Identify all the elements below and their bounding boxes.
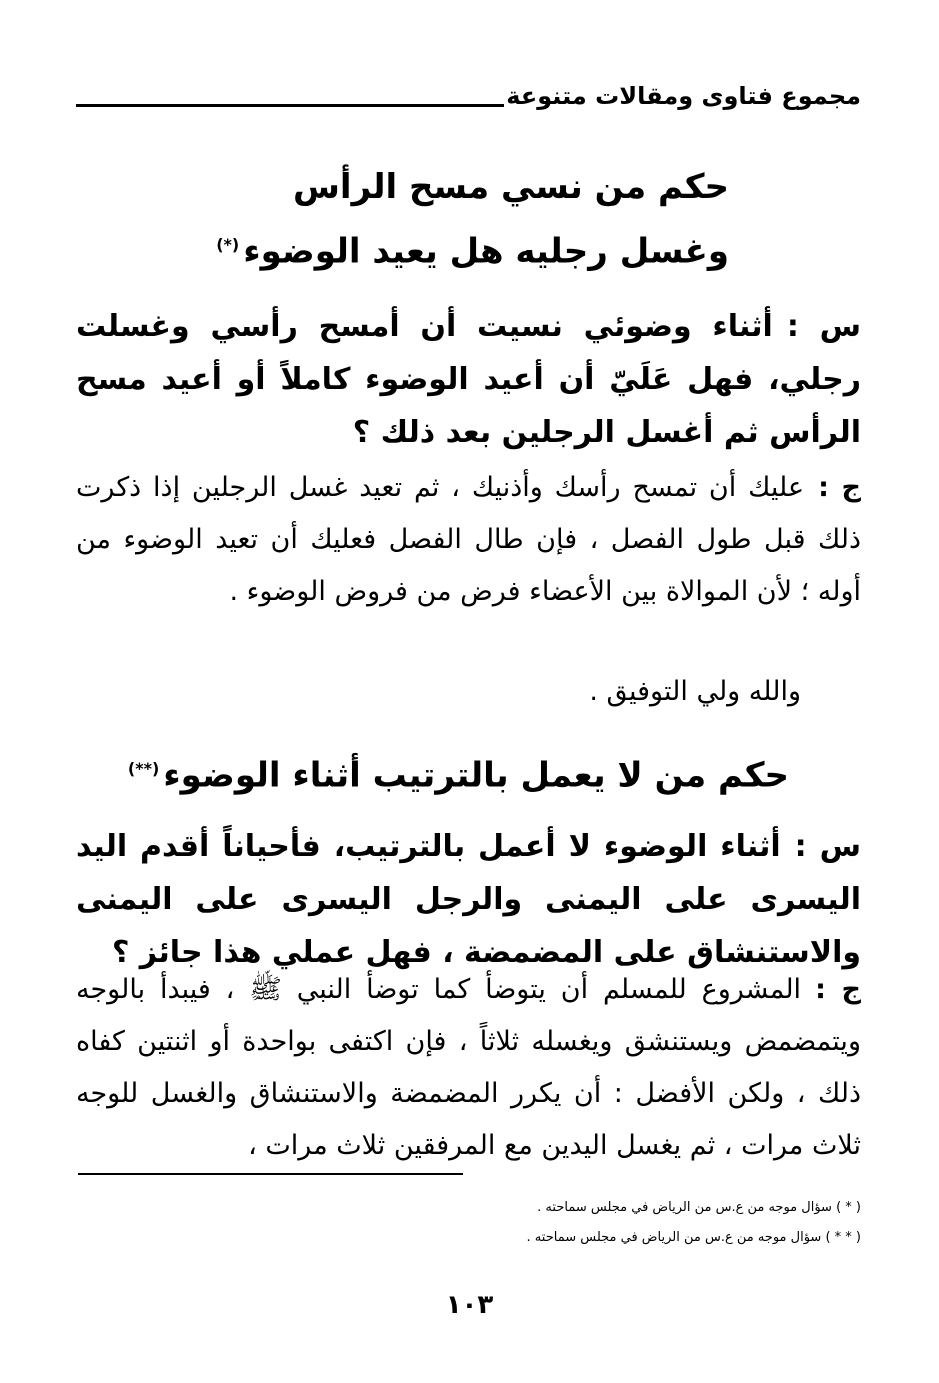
question-text: أثناء الوضوء لا أعمل بالترتيب، فأحياناً أقدم اليد اليسرى على اليمنى والرجل اليسرى على اليمنى والاستنشاق على المضمضة ، فهل عملي هذا جائز ؟	[76, 829, 861, 970]
footnote-2: ( * * ) سؤال موجه من ع.س من الرياض في مجلس سماحته .	[526, 1230, 861, 1245]
section2-question	[76, 820, 861, 979]
closing-line: والله ولي التوفيق .	[589, 676, 801, 707]
answer-label: ج :	[818, 472, 862, 503]
footnote-1: ( * ) سؤال موجه من ع.س من الرياض في مجلس سماحته .	[537, 1200, 861, 1215]
header-rule	[76, 104, 504, 107]
question-label: س :	[786, 309, 861, 344]
footnotes	[361, 1193, 861, 1253]
section1-answer	[76, 462, 861, 618]
section1-title-line2	[209, 216, 729, 280]
question-label: س :	[794, 829, 861, 864]
section2-title	[127, 740, 789, 804]
footnote-marker-2: (**)	[127, 759, 160, 778]
answer-label: ج :	[815, 974, 861, 1005]
footnote-rule	[78, 1173, 463, 1175]
section2-title-line	[127, 740, 789, 804]
running-title: مجموع فتاوى ومقالات متنوعة	[506, 82, 861, 110]
section1-title-line2-text: وغسل رجليه هل يعيد الوضوء	[243, 231, 729, 272]
section2-title-text: حكم من لا يعمل بالترتيب أثناء الوضوء	[163, 755, 789, 796]
section2-answer	[76, 964, 861, 1172]
question-text: أثناء وضوئي نسيت أن أمسح رأسي وغسلت رجلي، فهل عَلَيّ أن أعيد الوضوء كاملاً أو أعيد مسح الرأس ثم أغسل الرجلين بعد ذلك ؟	[76, 309, 861, 450]
section1-question	[76, 300, 861, 459]
section1-title	[209, 158, 729, 280]
footnote-marker-1: (*)	[216, 235, 240, 254]
running-header	[76, 82, 861, 122]
section1-title-line1: حكم من نسي مسح الرأس	[293, 167, 729, 207]
answer-text: المشروع للمسلم أن يتوضأ كما توضأ النبي ﷺ ، فيبدأ بالوجه ويتمضمض ويستنشق ويغسله ثلاثاً ، فإن اكتفى بواحدة أو اثنتين كفاه ذلك ، ولكن الأفضل : أن يكرر المضمضة والاستنشاق والغسل للوجه ثلاث مرات ، ثم يغسل اليدين مع المرفقين ثلاث مرات ،	[76, 974, 861, 1161]
answer-text: عليك أن تمسح رأسك وأذنيك ، ثم تعيد غسل الرجلين إذا ذكرت ذلك قبل طول الفصل ، فإن طال الفصل فعليك أن تعيد الوضوء من أوله ؛ لأن الموالاة بين الأعضاء فرض من فروض الوضوء .	[76, 472, 861, 607]
page-number: ١٠٣	[445, 1290, 494, 1320]
